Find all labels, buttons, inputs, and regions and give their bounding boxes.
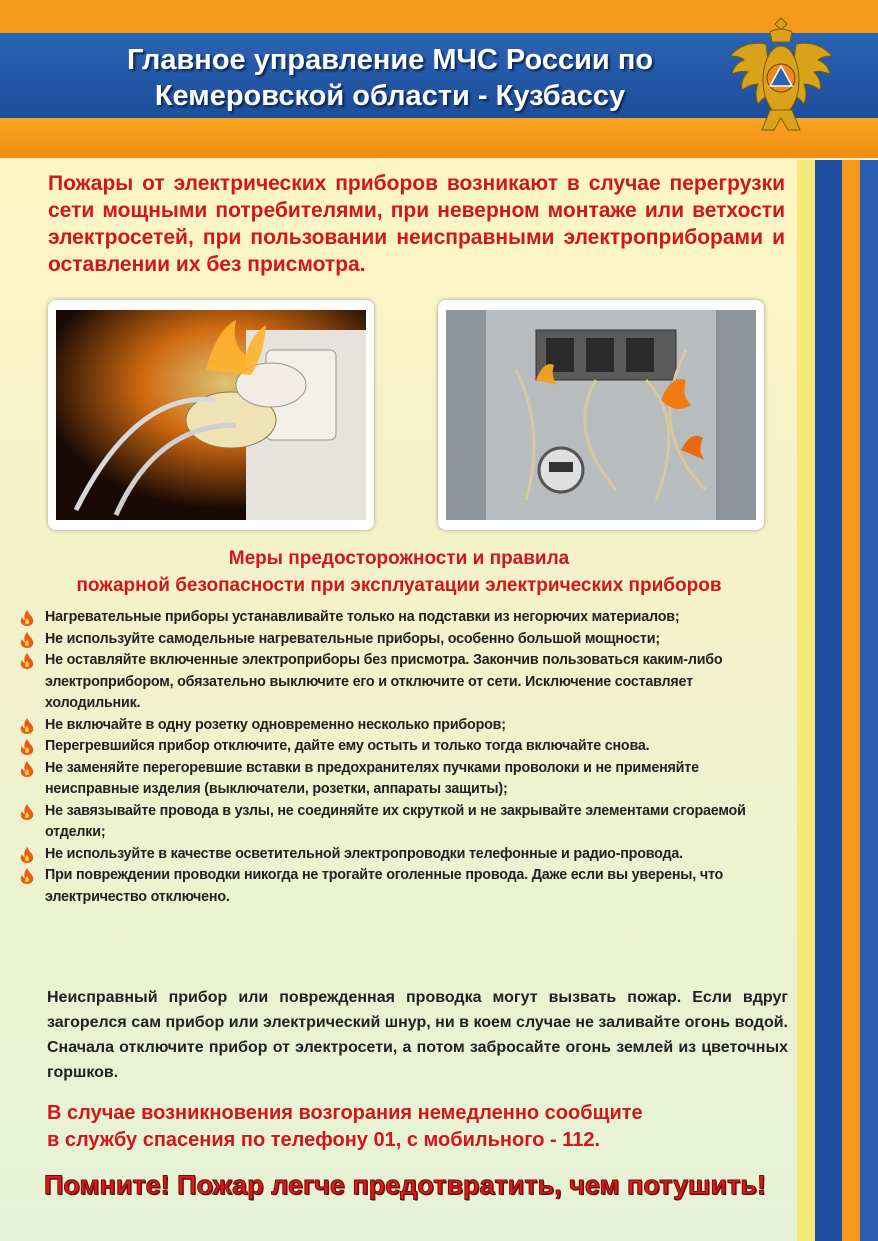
- flame-icon: [20, 632, 34, 648]
- emergency-line2: в службу спасения по телефону 01, с мобильного - 112.: [47, 1129, 601, 1151]
- flame-icon: [20, 868, 34, 884]
- flame-icon: [20, 804, 34, 820]
- list-item: Не оставляйте включенные электроприборы без присмотра. Закончив пользоваться каким-либо электроприбором, обязательно выключите его и отключите от сети. Исключение составляет холодильник.: [20, 650, 745, 715]
- list-item: Не используйте самодельные нагревательные приборы, особенно большой мощности;: [20, 629, 790, 651]
- emergency-line1: В случае возникновения возгорания немедленно сообщите: [47, 1102, 643, 1124]
- flame-icon: [20, 847, 34, 863]
- emergency-call-text: [47, 1100, 767, 1154]
- measures-title-line1: Меры предосторожности и правила: [228, 548, 570, 569]
- flame-icon: [20, 739, 34, 755]
- safety-rules-list: [20, 607, 790, 908]
- flame-icon: [20, 610, 34, 626]
- photo-burned-wiring-panel: [438, 300, 764, 530]
- header-title: [60, 42, 720, 114]
- remember-slogan: Помните! Пожар легче предотвратить, чем потушить!: [44, 1170, 766, 1200]
- photo-burning-socket: [48, 300, 374, 530]
- flame-icon: [20, 761, 34, 777]
- list-item: Не включайте в одну розетку одновременно несколько приборов;: [20, 715, 790, 737]
- flame-icon: [20, 653, 34, 669]
- list-item: При повреждении проводки никогда не трогайте оголенные провода. Даже если вы уверены, что электричество отключено.: [20, 865, 765, 908]
- header-title-line2: Кемеровской области - Кузбассу: [154, 80, 626, 112]
- warning-paragraph: Неисправный прибор или поврежденная проводка могут вызвать пожар. Если вдруг загорелся сам прибор или электрический шнур, ни в коем случае не заливайте огонь водой. Сначала отключите прибор от электросети, а потом забросайте огонь землей из цветочных горшков.: [47, 989, 788, 1081]
- decorative-stripe-blue: [815, 160, 842, 1241]
- decorative-stripe-orange: [842, 160, 860, 1241]
- list-item: Не заменяйте перегоревшие вставки в предохранителях пучками проволоки и не применяйте неисправные изделия (выключатели, розетки, аппараты защиты);: [20, 758, 745, 801]
- flame-icon: [20, 718, 34, 734]
- list-item: Не завязывайте провода в узлы, не соединяйте их скруткой и не закрывайте элементами сгораемой отделки;: [20, 801, 790, 844]
- decorative-stripe-blue-outer: [860, 160, 878, 1241]
- intro-text: Пожары от электрических приборов возникают в случае перегрузки сети мощными потребителями, при неверном монтаже или ветхости электросетей, при пользовании неисправными электроприборами и оставлении их без присмотра.: [48, 172, 785, 276]
- mchs-emblem-icon: [726, 10, 836, 138]
- list-item: Перегревшийся прибор отключите, дайте ему остыть и только тогда включайте снова.: [20, 736, 790, 758]
- header-title-line1: Главное управление МЧС России по: [126, 44, 654, 76]
- decorative-stripe-yellow: [797, 160, 815, 1241]
- measures-title: [0, 545, 798, 599]
- list-item: Не используйте в качестве осветительной электропроводки телефонные и радио-провода.: [20, 844, 745, 866]
- list-item: Нагревательные приборы устанавливайте только на подставки из негорючих материалов;: [20, 607, 695, 629]
- measures-title-line2: пожарной безопасности при эксплуатации электрических приборов: [76, 575, 722, 596]
